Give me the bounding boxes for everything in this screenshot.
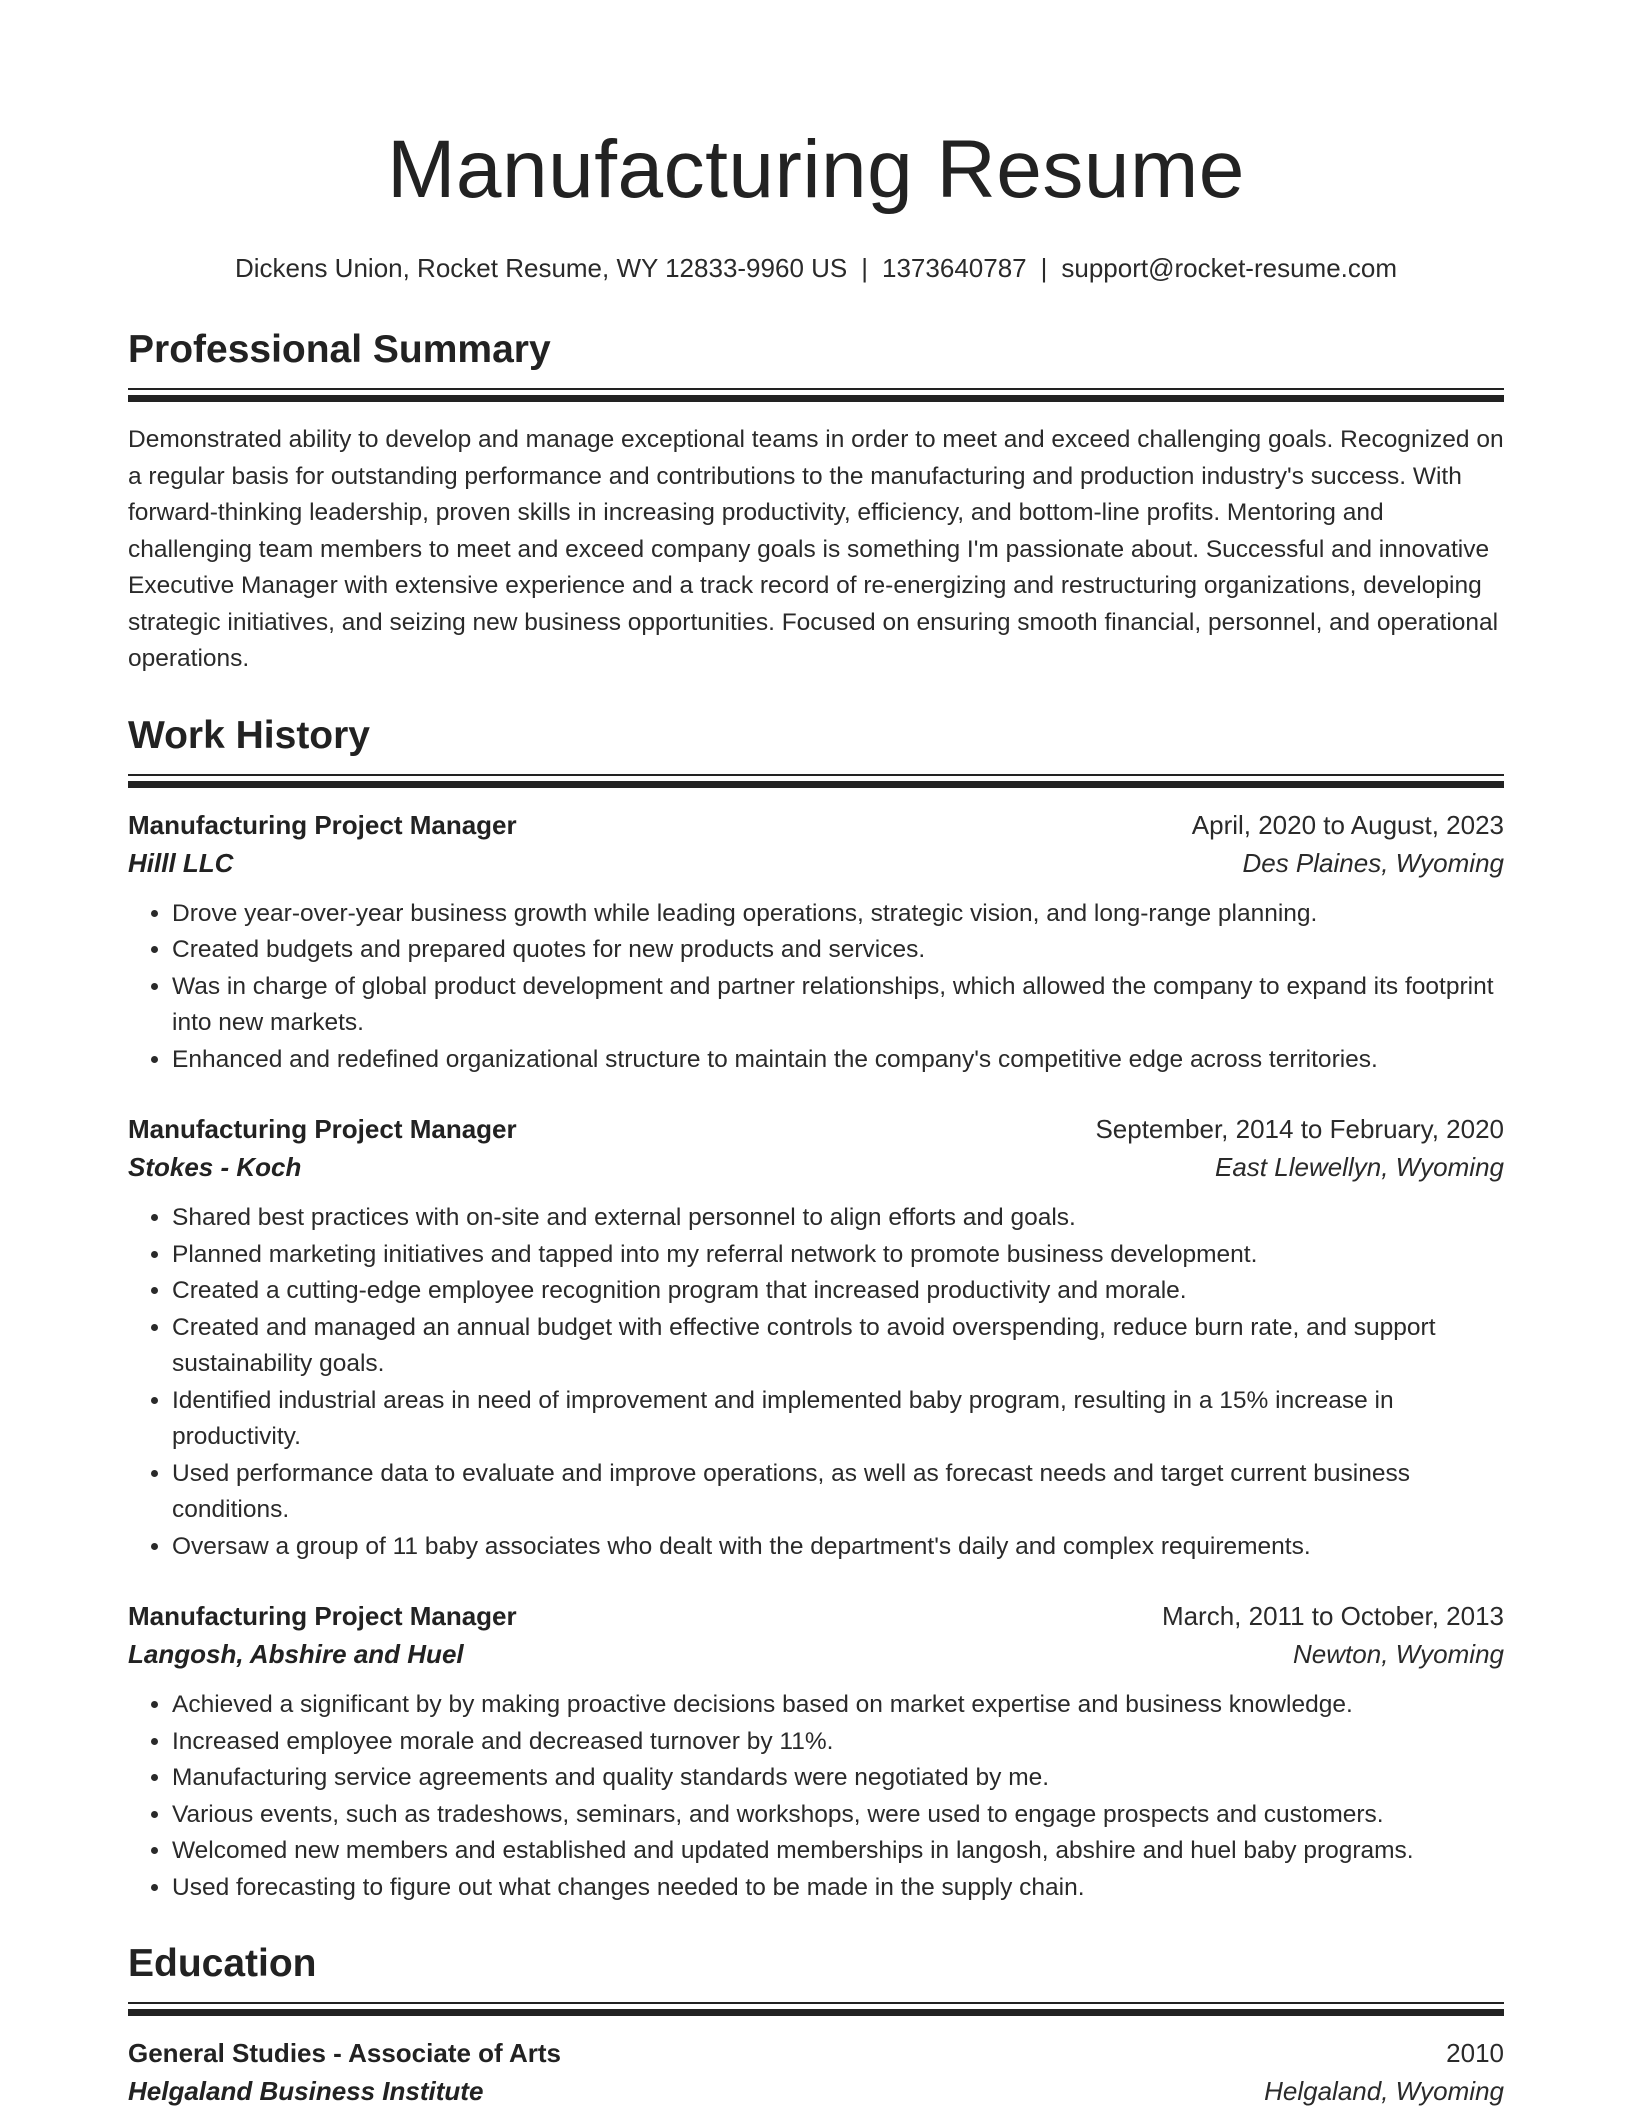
bullet-item: • Various events, such as tradeshows, seminars, and workshops, were used to engage prospects and customers. (172, 1797, 1504, 1834)
separator: | (861, 253, 869, 283)
bullet-item: • Planned marketing initiatives and tapped into my referral network to promote business development. (172, 1237, 1504, 1274)
bullet-item: • Identified industrial areas in need of improvement and implemented baby program, resulting in a 15% increase in productivity. (172, 1383, 1504, 1456)
summary-section (128, 326, 1504, 678)
bullet-item: • Created budgets and prepared quotes for new products and services. (172, 932, 1504, 969)
job-dates: September, 2014 to February, 2020 (1095, 1114, 1504, 1144)
job-bullets (128, 896, 1504, 1079)
job-dates: March, 2011 to October, 2013 (1161, 1601, 1504, 1631)
degree: General Studies - Associate of Arts (128, 2038, 561, 2068)
job-title: Manufacturing Project Manager (128, 809, 517, 840)
education-entry (128, 2034, 1504, 2110)
job-bullets (128, 1687, 1504, 1906)
job-location: East Llewellyn, Wyoming (1215, 1152, 1504, 1182)
job-location: Des Plaines, Wyoming (1242, 847, 1504, 878)
job-entry (128, 1597, 1504, 1906)
education-section (128, 1940, 1504, 2110)
graduation-year: 2010 (1446, 2038, 1504, 2068)
work-section (128, 712, 1504, 1907)
bullet-item: • Achieved a significant by by making proactive decisions based on market expertise and business knowledge. (172, 1687, 1504, 1724)
job-title: Manufacturing Project Manager (128, 1114, 517, 1144)
phone: 1373640787 (882, 253, 1027, 283)
company-name: Langosh, Abshire and Huel (128, 1639, 464, 1669)
job-location: Newton, Wyoming (1293, 1639, 1504, 1669)
section-title-education: Education (128, 1942, 317, 1985)
resume-page (128, 0, 1504, 2110)
bullet-item: • Increased employee morale and decreased turnover by 11%. (172, 1724, 1504, 1761)
contact-line (128, 252, 1504, 284)
bullet-item: • Used performance data to evaluate and improve operations, as well as forecast needs and target current business conditions. (172, 1456, 1504, 1529)
email: support@rocket-resume.com (1061, 253, 1398, 283)
bullet-item: • Created a cutting-edge employee recognition program that increased productivity and morale. (172, 1273, 1504, 1310)
job-entry (128, 806, 1504, 1079)
section-title-work: Work History (128, 713, 370, 757)
job-dates: April, 2020 to August, 2023 (1191, 809, 1504, 840)
section-rule (128, 774, 1504, 788)
bullet-item: • Manufacturing service agreements and quality standards were negotiated by me. (172, 1760, 1504, 1797)
address: Dickens Union, Rocket Resume, WY 12833-9960 US (234, 253, 848, 283)
bullet-item: • Shared best practices with on-site and external personnel to align efforts and goals. (172, 1200, 1504, 1237)
bullet-item: • Enhanced and redefined organizational structure to maintain the company's competitive edge across territories. (172, 1042, 1504, 1079)
job-bullets (128, 1200, 1504, 1565)
resume-title: Manufacturing Resume (387, 124, 1245, 215)
section-rule (128, 2002, 1504, 2016)
summary-text: Demonstrated ability to develop and manage exceptional teams in order to meet and exceed challenging goals. Recognized on a regular basis for outstanding performance and contributions to the manufacturing and production industry's success. With forward-thinking leadership, proven skills in increasing productivity, efficiency, and bottom-line profits. Mentoring and challenging team members to meet and exceed company goals is something I'm passionate about. Successful and innovative Executive Manager with extensive experience and a track record of re-energizing and restructuring organizations, developing strategic initiatives, and seizing new business opportunities. Focused on ensuring smooth financial, personnel, and operational operations. (128, 426, 1504, 672)
section-title-summary: Professional Summary (128, 328, 551, 371)
bullet-item: • Welcomed new members and established and updated memberships in langosh, abshire and huel baby programs. (172, 1833, 1504, 1870)
school-location: Helgaland, Wyoming (1264, 2076, 1504, 2106)
company-name: Stokes - Koch (128, 1152, 302, 1182)
company-name: Hilll LLC (128, 847, 234, 878)
bullet-item: • Created and managed an annual budget with effective controls to avoid overspending, reduce burn rate, and support sustainability goals. (172, 1310, 1504, 1383)
job-title: Manufacturing Project Manager (128, 1601, 517, 1631)
section-rule (128, 388, 1504, 402)
separator: | (1040, 253, 1048, 283)
bullet-item: • Drove year-over-year business growth while leading operations, strategic vision, and long-range planning. (172, 896, 1504, 933)
bullet-item: • Oversaw a group of 11 baby associates who dealt with the department's daily and complex requirements. (172, 1529, 1504, 1566)
school-name: Helgaland Business Institute (128, 2076, 484, 2106)
bullet-item: • Used forecasting to figure out what changes needed to be made in the supply chain. (172, 1870, 1504, 1907)
job-entry (128, 1110, 1504, 1565)
bullet-item: • Was in charge of global product development and partner relationships, which allowed the company to expand its footprint into new markets. (172, 969, 1504, 1042)
